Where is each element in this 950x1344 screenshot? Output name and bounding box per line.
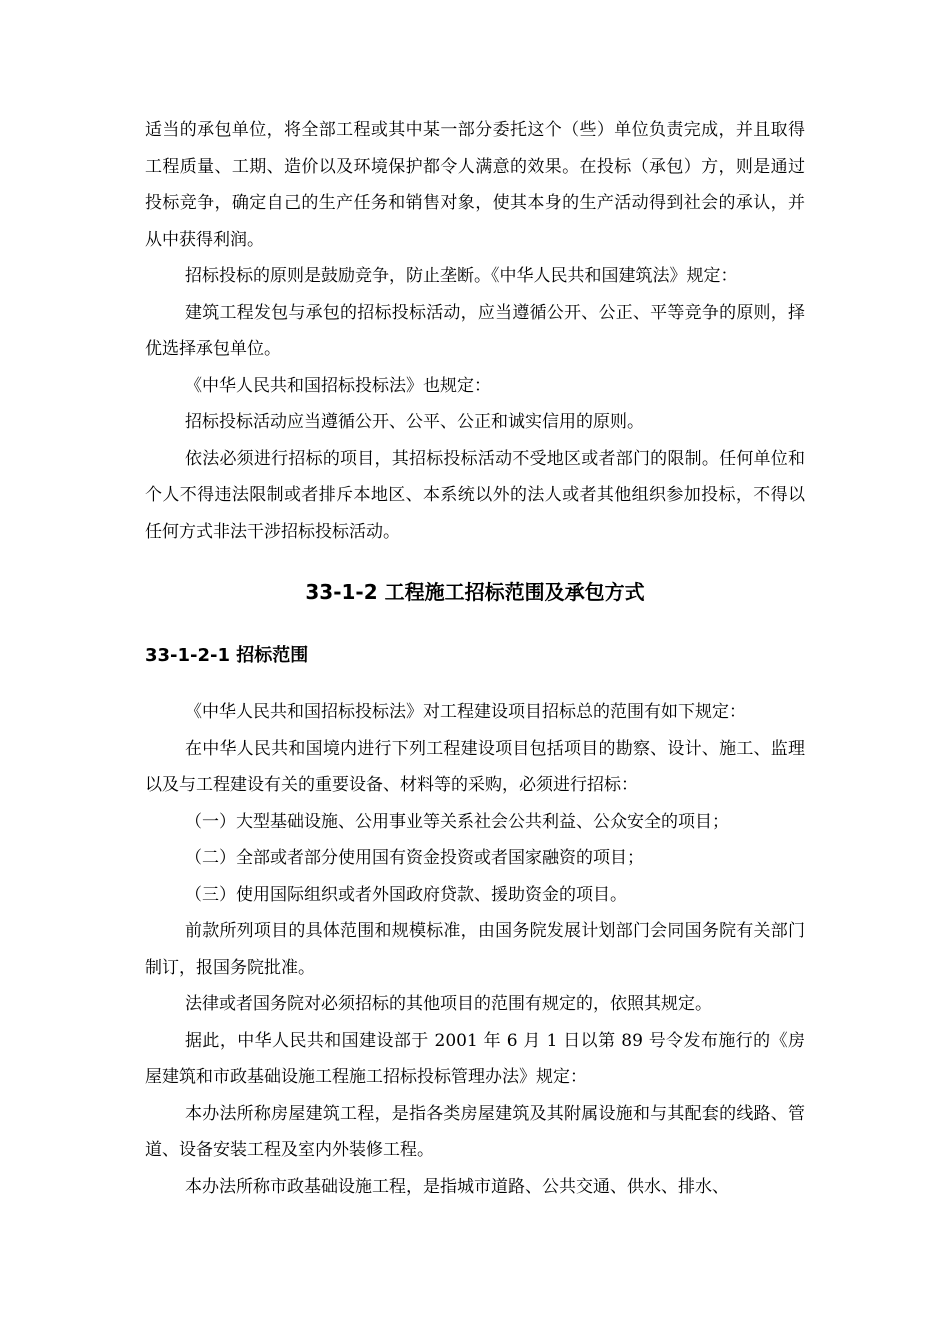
document-page [145,112,805,1205]
paragraph-body-7: 本办法所称市政基础设施工程，是指城市道路、公共交通、供水、排水、 [185,1176,729,1197]
paragraph-intro-4: 《中华人民共和国招标投标法》也规定： [185,375,491,396]
paragraph-intro-1: 适当的承包单位，将全部工程或其中某一部分委托这个（些）单位负责完成，并且取得工程质量、工期、造价以及环境保护都令人满意的效果。在投标（承包）方，则是通过投标竞争，确定自己的生产任务和销售对象，使其本身的生产活动得到社会的承认，并从中获得利润。 [145,120,805,250]
paragraph-body-4: 法律或者国务院对必须招标的其他项目的范围有规定的，依照其规定。 [185,994,712,1014]
paragraph-intro-2: 招标投标的原则是鼓励竞争，防止垄断。《中华人民共和国建筑法》规定： [185,266,738,286]
paragraph-body-5: 据此，中华人民共和国建设部于 2001 年 6 月 1 日以第 89 号令发布施行的《房屋建筑和市政基础设施工程施工招标投标管理办法》规定： [145,1030,805,1087]
paragraph-body-6: 本办法所称房屋建筑工程，是指各类房屋建筑及其附属设施和与其配套的线路、管道、设备安装工程及室内外装修工程。 [145,1103,805,1160]
paragraph-intro-6: 依法必须进行招标的项目，其招标投标活动不受地区或者部门的限制。任何单位和个人不得违法限制或者排斥本地区、本系统以外的法人或者其他组织参加投标，不得以任何方式非法干涉招标投标活动。 [145,448,805,542]
list-item-1: （一）大型基础设施、公用事业等关系社会公共利益、公众安全的项目； [185,811,729,832]
subsection-title: 33-1-2-1 招标范围 [145,645,309,666]
paragraph-intro-5: 招标投标活动应当遵循公开、公平、公正和诚实信用的原则。 [185,412,644,432]
paragraph-body-1: 《中华人民共和国招标投标法》对工程建设项目招标总的范围有如下规定： [185,702,746,722]
list-item-3: （三）使用国际组织或者外国政府贷款、援助资金的项目。 [185,884,627,905]
paragraph-intro-3: 建筑工程发包与承包的招标投标活动，应当遵循公开、公正、平等竞争的原则，择优选择承包单位。 [145,302,805,359]
list-item-2: （二）全部或者部分使用国有资金投资或者国家融资的项目； [185,848,644,868]
paragraph-body-3: 前款所列项目的具体范围和规模标准，由国务院发展计划部门会同国务院有关部门制订，报国务院批准。 [145,921,805,978]
paragraph-body-2: 在中华人民共和国境内进行下列工程建设项目包括项目的勘察、设计、施工、监理以及与工程建设有关的重要设备、材料等的采购，必须进行招标： [145,738,805,795]
section-title: 33-1-2 工程施工招标范围及承包方式 [305,580,645,604]
